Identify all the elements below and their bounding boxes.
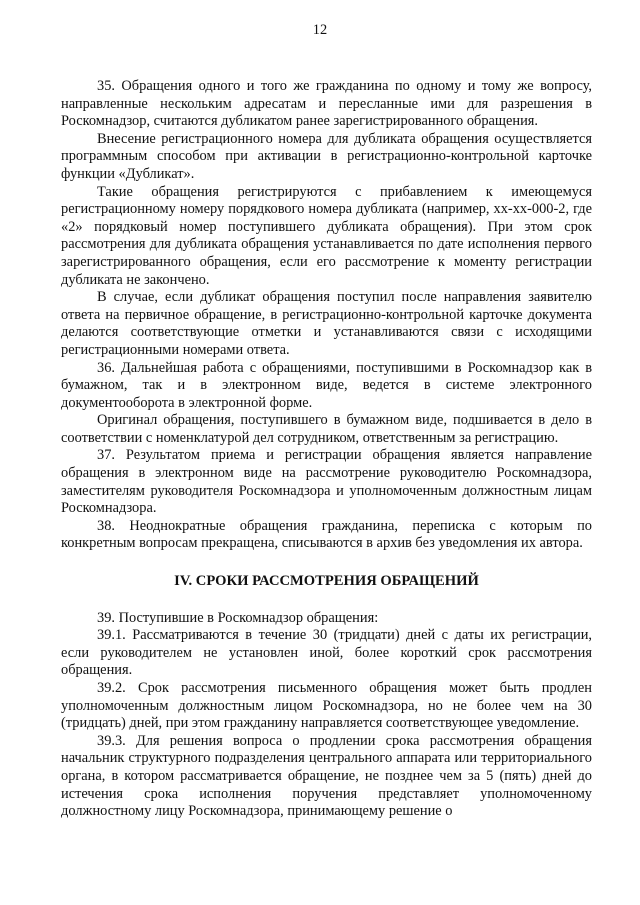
paragraph-38: 38. Неоднократные обращения гражданина, переписка с которым по конкретным вопросам прекращена, списываются в архив без уведомления их автора.	[61, 517, 592, 552]
paragraph-36: 36. Дальнейшая работа с обращениями, поступившими в Роскомнадзор как в бумажном, так и в электронном виде, ведется в системе электронного документооборота в электронной форме.	[61, 359, 592, 411]
paragraph-39-1: 39.1. Рассматриваются в течение 30 (тридцати) дней с даты их регистрации, если руководителем не установлен иной, более короткий срок рассмотрения обращения.	[61, 627, 592, 679]
paragraph-39-3: 39.3. Для решения вопроса о продлении срока рассмотрения обращения начальник структурного подразделения центрального аппарата или территориального органа, в котором рассматривается обращение, не позднее чем за 5 (пять) дней до истечения срока исполнения поручения представляет уполномоченному должностному лицу Роскомнадзора, принимающему решение о	[61, 732, 592, 820]
paragraph-39-2: 39.2. Срок рассмотрения письменного обращения может быть продлен уполномоченным должностным лицом Роскомнадзора, но не более чем на 30 (тридцать) дней, при этом гражданину направляется соответствующее уведомление.	[61, 680, 592, 732]
paragraph-35: 35. Обращения одного и того же гражданина по одному и тому же вопросу, направленные нескольким адресатам и пересланные ими для разрешения в Роскомнадзор, считаются дубликатом ранее зарегистрированного обращения.	[61, 78, 592, 130]
paragraph-39: 39. Поступившие в Роскомнадзор обращения:	[97, 609, 379, 626]
document-body	[61, 78, 592, 821]
paragraph-duplicate-registration: Такие обращения регистрируются с прибавлением к имеющемуся регистрационному номеру порядкового номера дубликата (например, хх-хх-000-2, где «2» порядковый номер поступившего дубликата обращения). При этом срок рассмотрения для дубликата обращения устанавливается по дате исполнения первого зарегистрированного обращения, если его рассмотрение к моменту регистрации дубликата не закончено.	[61, 183, 592, 288]
page-number: 12	[312, 22, 328, 38]
paragraph-duplicate-entry: Внесение регистрационного номера для дубликата обращения осуществляется программным способом при активации в регистрационно-контрольной карточке функции «Дубликат».	[61, 130, 592, 182]
paragraph-37: 37. Результатом приема и регистрации обращения является направление обращения в электронном виде на рассмотрение руководителю Роскомнадзора, заместителям руководителя Роскомнадзора и уполномоченным должностным лицам Роскомнадзора.	[61, 447, 592, 517]
paragraph-original-filing: Оригинал обращения, поступившего в бумажном виде, подшивается в дело в соответствии с номенклатурой дел сотрудником, ответственным за регистрацию.	[61, 412, 592, 446]
paragraph-duplicate-after-reply: В случае, если дубликат обращения поступил после направления заявителю ответа на первичное обращение, в регистрационно-контрольной карточке документа делаются соответствующие отметки и устанавливаются связи с исходящими регистрационными номерами ответа.	[61, 289, 592, 358]
section-heading: IV. СРОКИ РАССМОТРЕНИЯ ОБРАЩЕНИЙ	[174, 573, 479, 590]
